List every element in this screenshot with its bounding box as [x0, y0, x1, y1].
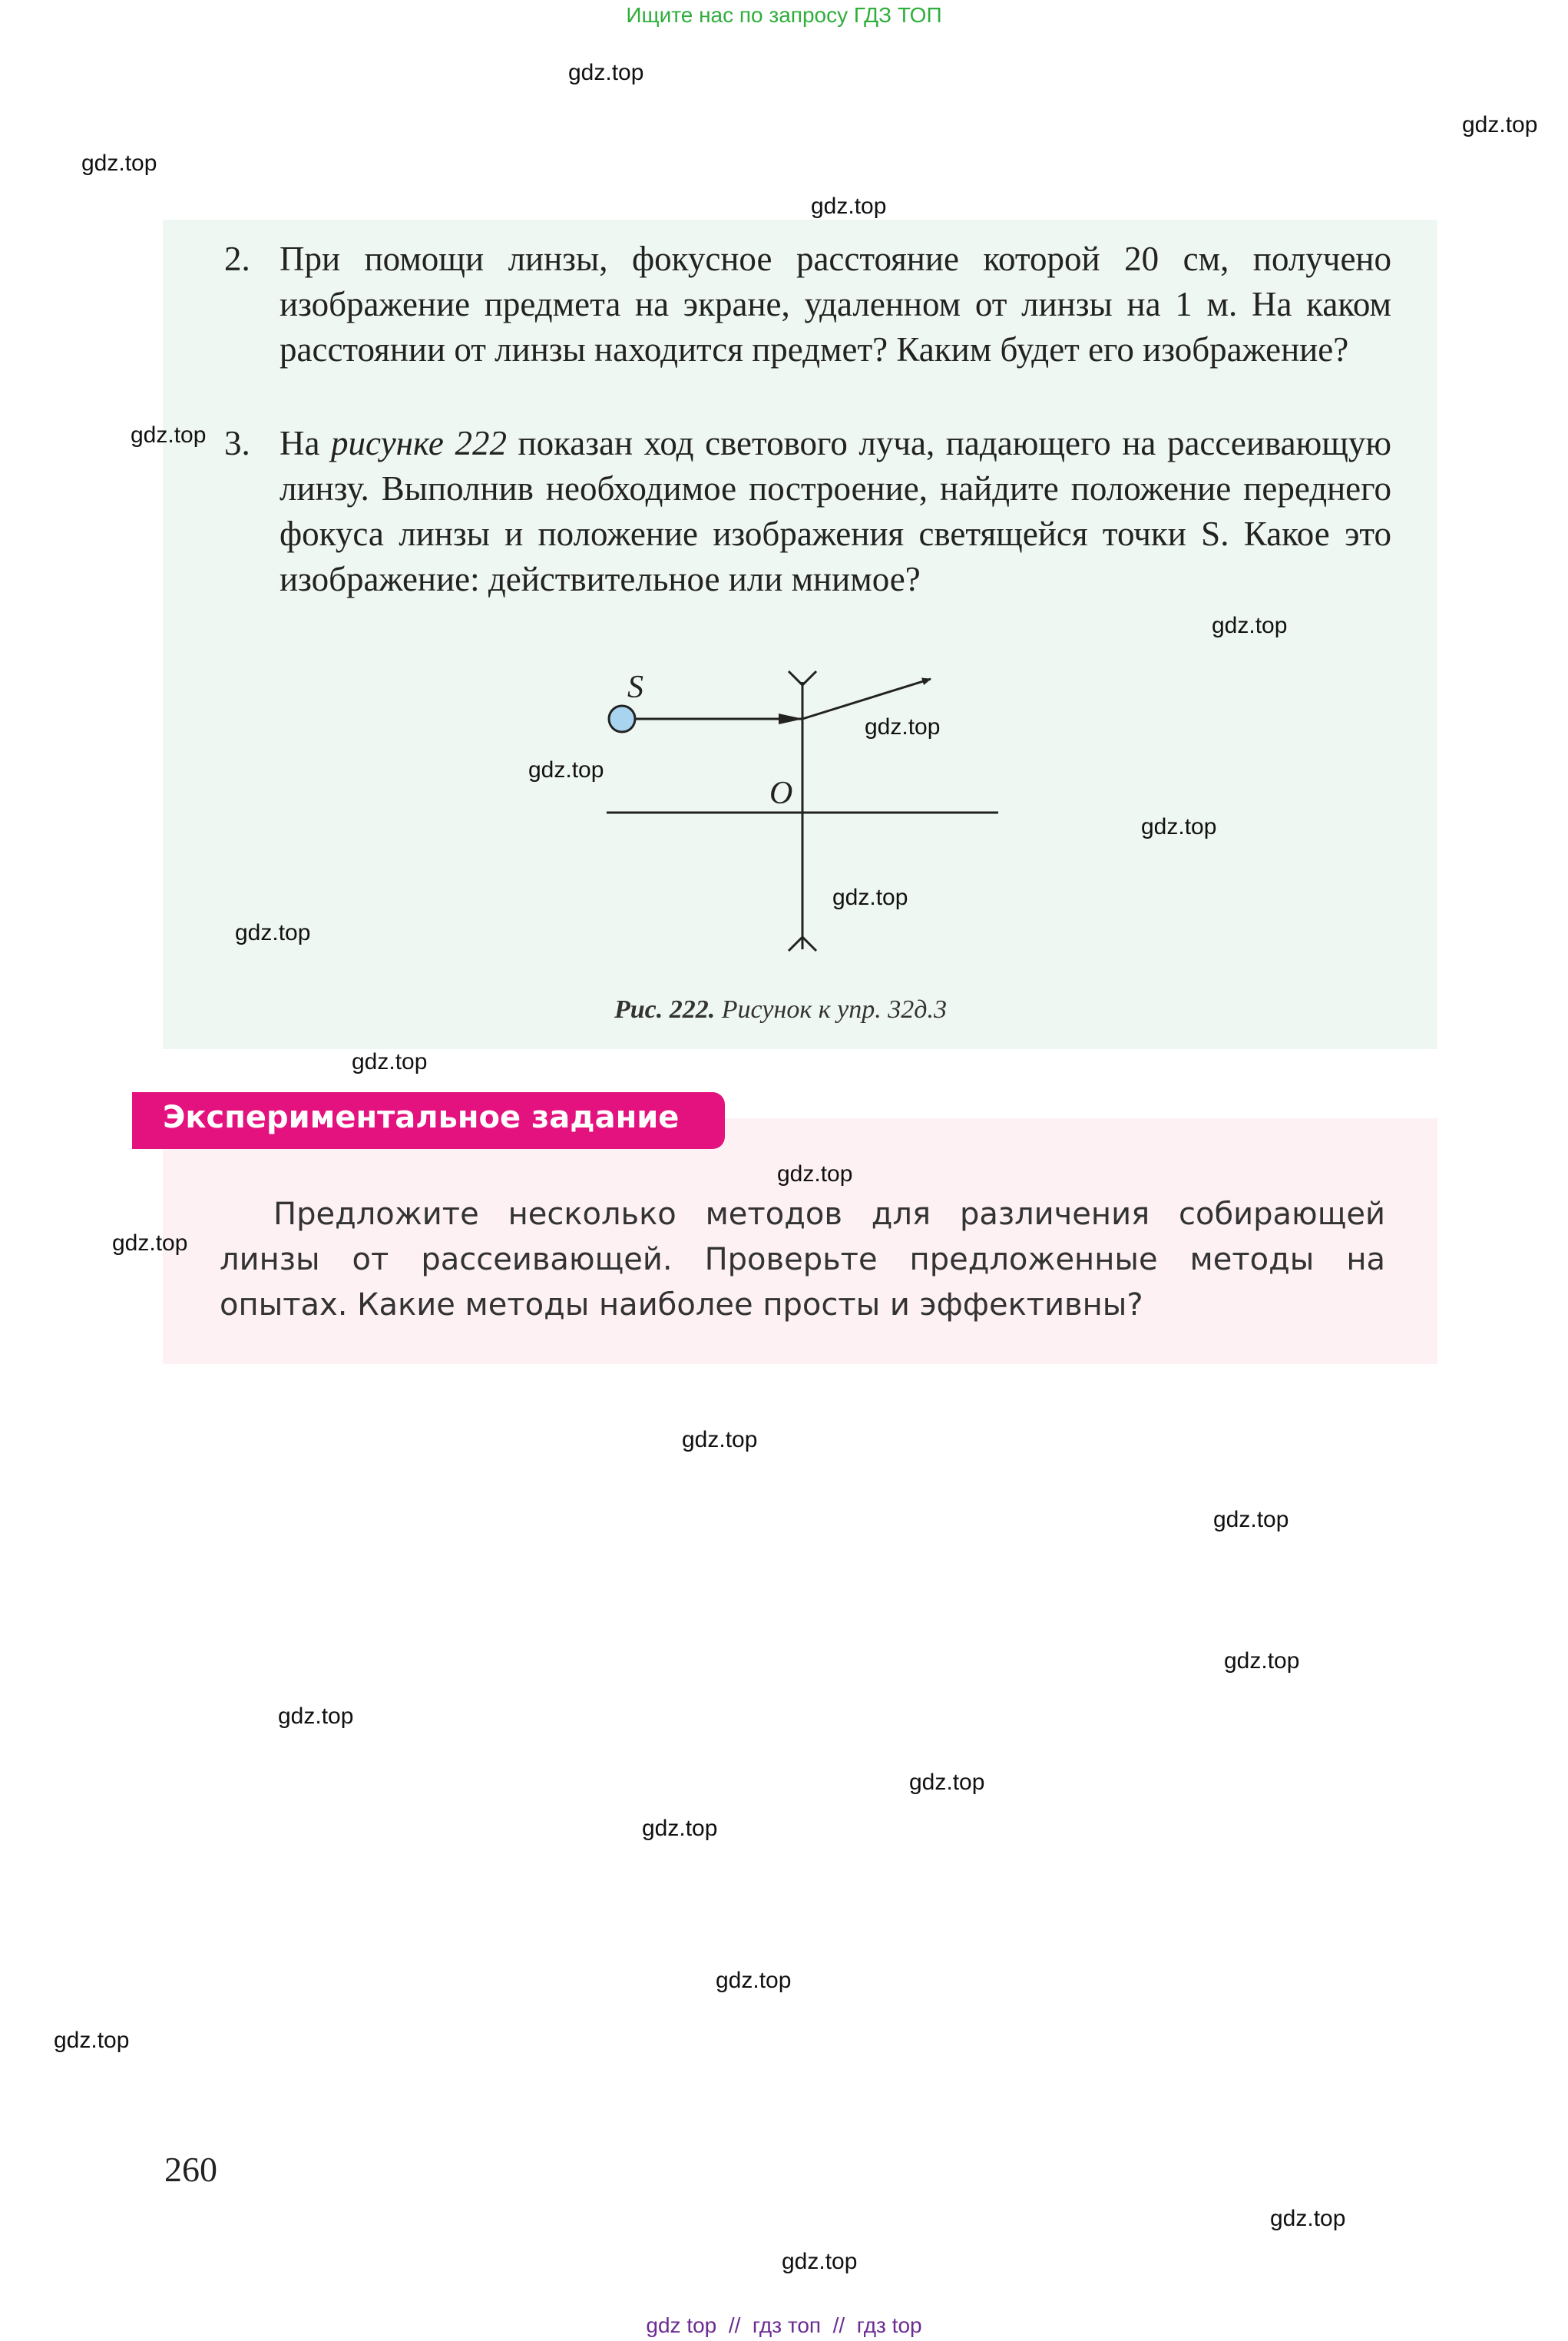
watermark: gdz.top [716, 1968, 792, 1993]
watermark: gdz.top [528, 757, 604, 783]
task-2-text: При помощи линзы, фокусное расстояние которой 20 см, получено изображение предмета на экране, удаленном от линзы на 1 м. На каком расстоянии от линзы находится предмет? Каким будет его изображение? [280, 240, 1391, 369]
watermark: gdz.top [1212, 613, 1288, 638]
figure-reference: рисунке 222 [331, 424, 507, 462]
watermark: gdz.top [682, 1427, 758, 1452]
watermark: gdz.top [131, 422, 207, 448]
watermark: gdz.top [1224, 1648, 1300, 1674]
incident-ray-arrow [779, 714, 803, 724]
watermark: gdz.top [832, 885, 908, 910]
experimental-title: Экспериментальное задание [163, 1100, 680, 1135]
watermark: gdz.top [642, 1816, 718, 1841]
watermark: gdz.top [352, 1049, 428, 1074]
watermark: gdz.top [278, 1704, 354, 1729]
watermark: gdz.top [1213, 1507, 1289, 1532]
page-number: 260 [164, 2150, 217, 2189]
light-source-point [609, 706, 635, 732]
watermark: gdz.top [54, 2028, 130, 2053]
watermark: gdz.top [1141, 814, 1217, 839]
watermark: gdz.top [909, 1770, 985, 1795]
watermark: gdz.top [811, 194, 887, 219]
watermark: gdz.top [782, 2249, 858, 2274]
figure-caption: Рис. 222. Рисунок к упр. 32д.3 [614, 995, 947, 1024]
task-2 [224, 237, 1399, 418]
label-o: O [769, 776, 793, 811]
watermark: gdz.top [865, 714, 941, 740]
refracted-ray [802, 679, 931, 719]
watermark: gdz.top [568, 60, 644, 85]
search-banner[interactable]: Ищите нас по запросу ГДЗ ТОП [626, 3, 942, 27]
lens-diagram [584, 661, 1044, 968]
watermark: gdz.top [81, 151, 157, 176]
watermark: gdz.top [1462, 112, 1538, 137]
task-2-number: 2. [224, 240, 250, 278]
task-3-text: На рисунке 222 показан ход светового луча, падающего на рассеивающую линзу. Выполнив необходимое построение, найдите положение переднего фокуса линзы и положение изображения светящейся точки S. Какое это изображение: действительное или мнимое? [280, 424, 1391, 598]
footer-links[interactable]: gdz top // гдз топ // гдз top [646, 2313, 922, 2337]
watermark: gdz.top [777, 1161, 853, 1187]
watermark: gdz.top [1270, 2206, 1346, 2231]
label-s: S [627, 670, 643, 705]
task-3-number: 3. [224, 424, 250, 462]
experimental-tab [132, 1092, 725, 1149]
watermark: gdz.top [235, 920, 311, 945]
watermark: gdz.top [112, 1230, 188, 1256]
experimental-text: Предложите несколько методов для различения собирающей линзы от рассеивающей. Проверьте предложенные методы на опытах. Какие методы наиболее просты и эффективны? [220, 1197, 1385, 1323]
